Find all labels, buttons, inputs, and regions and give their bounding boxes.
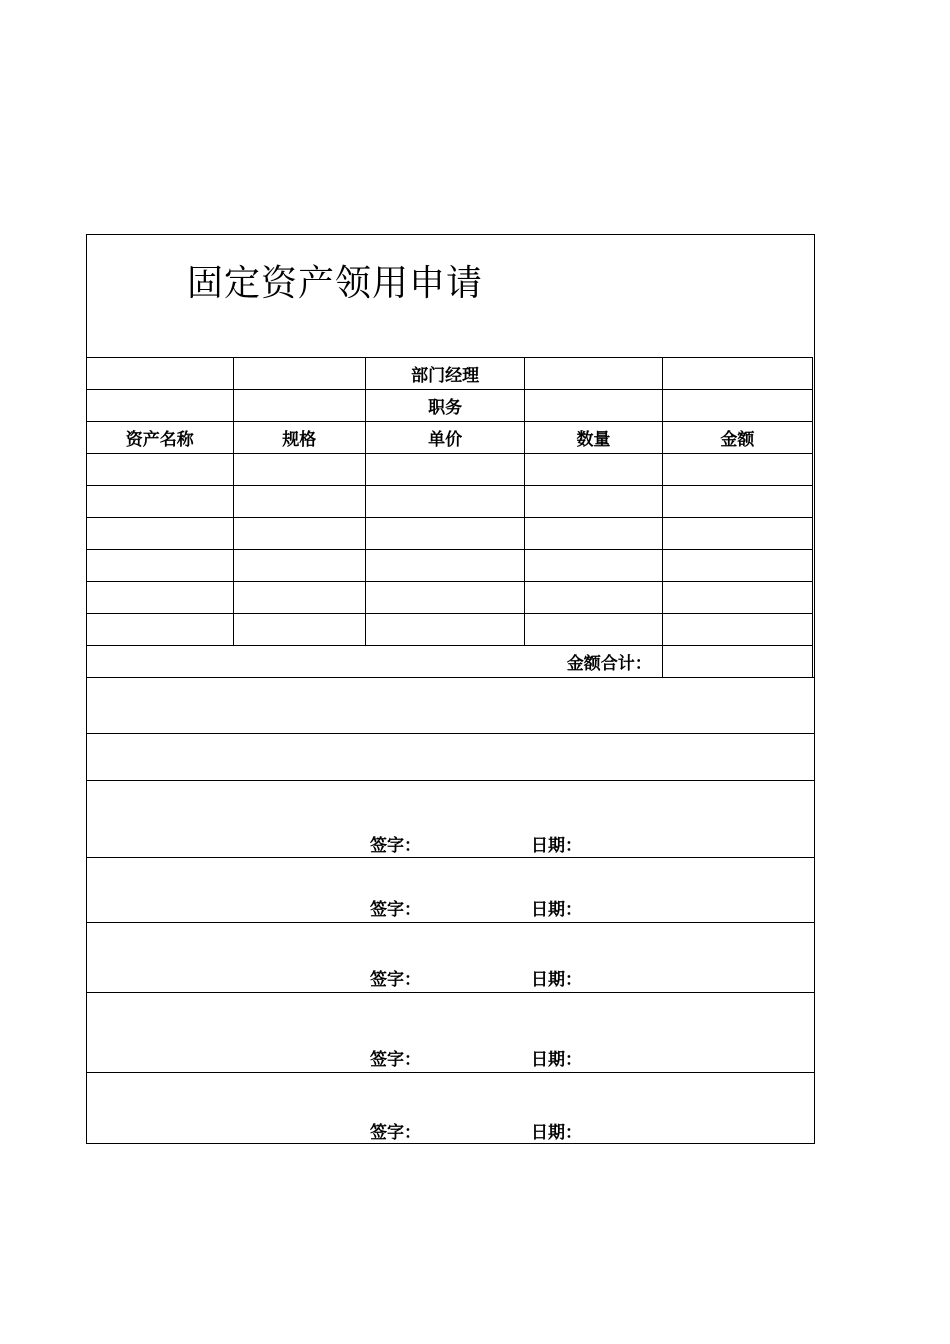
table-row [87,550,813,582]
approval-block-3 [86,922,815,992]
column-header-spec: 规格 [233,422,365,454]
table-cell[interactable] [87,358,234,390]
date-label: 日期： [531,970,582,990]
table-cell[interactable] [87,390,234,422]
table-cell[interactable] [233,550,365,582]
signature-label: 签字： [370,1050,421,1070]
table-cell[interactable] [662,454,812,486]
table-row [87,358,813,390]
date-label: 日期： [531,900,582,920]
dept-manager-label: 部门经理 [365,358,524,390]
table-cell[interactable] [662,550,812,582]
notes-row-1[interactable] [86,677,815,733]
table-cell[interactable] [87,582,234,614]
table-row [87,518,813,550]
approval-block-5 [86,1072,815,1144]
table-cell[interactable] [662,390,812,422]
table-cell[interactable] [365,582,524,614]
signature-label: 签字： [370,900,421,920]
table-cell[interactable] [525,486,662,518]
total-amount-value[interactable] [662,646,812,678]
table-row [87,390,813,422]
table-cell[interactable] [365,454,524,486]
table-cell[interactable] [525,518,662,550]
column-header-quantity: 数量 [525,422,662,454]
signature-label: 签字： [370,1123,421,1143]
asset-table [86,357,813,678]
table-cell[interactable] [365,550,524,582]
table-cell[interactable] [233,614,365,646]
form-title: 固定资产领用申请 [187,263,484,304]
table-row [87,454,813,486]
date-label: 日期： [531,1123,582,1143]
approval-block-4 [86,992,815,1072]
table-cell[interactable] [365,614,524,646]
table-cell[interactable] [87,518,234,550]
table-row [87,614,813,646]
table-cell[interactable] [365,518,524,550]
column-header-row [87,422,813,454]
table-cell[interactable] [233,582,365,614]
table-cell[interactable] [233,454,365,486]
column-header-asset-name: 资产名称 [87,422,234,454]
approval-block-2 [86,857,815,922]
table-cell[interactable] [525,582,662,614]
table-cell[interactable] [525,550,662,582]
table-cell[interactable] [233,518,365,550]
position-value[interactable] [525,390,662,422]
table-cell[interactable] [233,358,365,390]
total-amount-label: 金额合计： [87,646,663,678]
signature-label: 签字： [370,836,421,856]
table-cell[interactable] [662,518,812,550]
table-cell[interactable] [662,486,812,518]
table-cell[interactable] [87,486,234,518]
table-cell[interactable] [87,550,234,582]
table-cell[interactable] [525,454,662,486]
approval-block-1 [86,780,815,857]
table-row [87,582,813,614]
dept-manager-value[interactable] [525,358,662,390]
asset-requisition-form [86,234,815,1144]
table-cell[interactable] [662,614,812,646]
table-row [87,486,813,518]
table-cell[interactable] [662,582,812,614]
position-label: 职务 [365,390,524,422]
total-row [87,646,813,678]
table-cell[interactable] [87,614,234,646]
table-cell[interactable] [233,390,365,422]
table-cell[interactable] [233,486,365,518]
date-label: 日期： [531,1050,582,1070]
column-header-amount: 金额 [662,422,812,454]
table-cell[interactable] [525,614,662,646]
column-header-unit-price: 单价 [365,422,524,454]
table-cell[interactable] [87,454,234,486]
notes-row-2[interactable] [86,733,815,780]
table-cell[interactable] [662,358,812,390]
date-label: 日期： [531,836,582,856]
signature-label: 签字： [370,970,421,990]
table-cell[interactable] [365,486,524,518]
